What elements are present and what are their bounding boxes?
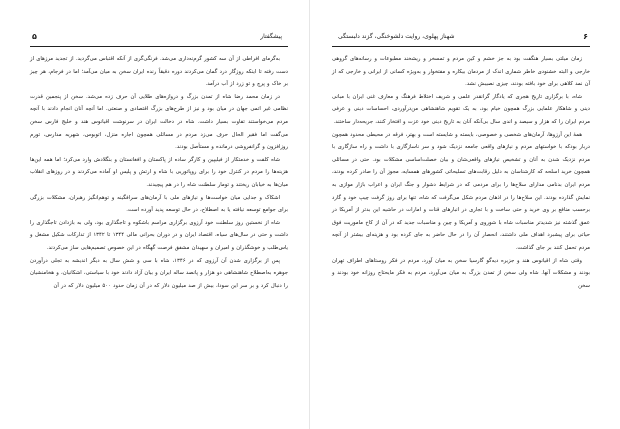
left-paragraph: پس از برگزاری شدن آن آرزوی که در ۱۳۴۶، شاه با سی و شش سال به دیگر اندیشه به تجلی درآوردن جوهره به‌اصطلاح شاهنشاهی دو هزار و پانصد ساله ایران و بیان آزاد دادند خود با سیاستی، اشکانیان، و هخامنشیان را دنبال کرد و بر سر این سودا، بیش از صد میلیون دلار که در آن زمان حدود ۵۰۰ میلیون دلار که در آن	[30, 257, 288, 289]
right-page-body	[332, 53, 590, 292]
left-page-header	[30, 30, 288, 44]
right-paragraph: وقتی شاه از اقیانوس هند و جزیره دیه‌گو گارسیا سخن به میان آورد، مردم در فکر روستاهای اطراف تهران بودند و مشکلات آنها. شاه ولی سخن از تمدن بزرگ به میان می‌آورد، مردم به فکر مایحتاج روزانه خود بودند و سخن	[332, 257, 590, 289]
left-paragraph: به‌گرمای افراطی از آن سه کشور گرم‌نه‌داری می‌شد. فرنگی‌گری از آنکه اقتباس می‌گردید. از تجدید مرزهای از دست رفته تا اینکه روزگار درد گمان می‌کردند دوره دقیقاً رنده ایران سخن به میان می‌آمد؛ اما در فرجام، هر چیز بر خاک و پرچ و تو زرد از آب درآمد.	[30, 56, 288, 88]
right-page-header	[332, 30, 590, 44]
right-running-head: شهناز پهلوی، روایت دلشوخنگی، گزند دلبستگی	[338, 33, 455, 40]
left-header-rule	[30, 46, 288, 47]
right-page-number: ۶	[583, 32, 588, 41]
left-paragraph: شاه کلفت و خدمتکار از فیلیپین و کارگر ساده از پاکستان و افغانستان و بنگلادش وارد می‌کرد؛ اما همه این‌ها هزینه‌ها را مردم در کنترل خود را برای روپاتوریی با شاه و ارتش و پلیس او آماده می‌کردند و در روزهای انقلاب میان‌ها به خیابان ریختند و تومار سلطنت شاه را در هم پیچیدند.	[30, 156, 288, 188]
left-running-head: پیشگفتار	[260, 33, 282, 40]
left-page-body	[30, 53, 288, 292]
right-header-rule	[332, 46, 590, 47]
left-paragraph: شاه از نخستین روز سلطنت خود آرزوی برگزاری مراسم باشکوه و تاجگذاری بود، ولی به بازدادن تاجگذاری را داشت و حتی در سال‌های سیاه، اقتصاد ایران و در دوران بحرانی مالی ۱۳۴۴ تا ۱۳۴۲ از تدارکات شکیل مشغل و یاس‌طلب و خوشگذران و امیران و سهیدان مشفق فرصت گهگاه در این خصوص تصمیم‌هایی ساز می‌کردند.	[30, 219, 289, 251]
right-paragraph: همهٔ این آرزوها، آرمان‌های شخصی و خصوصی، بایسته و شایسته است و بهتر، فرقه در محیطی محدود همچون دربار بودکه با خواستهای مردم و نیازهای واقعی جامعه نزدیک شود و سر ناسازگاری با داشت و راه سازگاری با مردم نزدیک شدن به آنان و تشخیص نیازهای واقعی‌شان و بیان خصلت‌اساسی مشکلات بود. حتی در مسائلی همچون خرید اسلحه که کارشناسان به دلیل رقابت‌های تسلیحاتی کشورهای همسایه، مجوز آن را صادر کرده بودند، مردم ایران بدنامی مدارای سلاح‌ها را برای مردمی که در شرایط دشوار و جنگ ایران و اعراب بازار موازی به نمایش گذارده بودند. این سلاح‌ها را در اذهان مردم شکل می‌گرفت که شاه، تنها برای روز گرفت چیپ خود و گارد برحسب منافع بر وی خرید و حتی ساخت و با تجاری در انبارهای قنات و امارات در حاشیه این بدتر از آمریکا در عمق گذشته نیز شدیدتر مناسبات شاه با شوروی و آمریکا و چین و مناسبات جدید که در آن از کاخ ماموریت فوق حیاتی برای پیشبرد اهداف ملی داشتند، انحصار آن را در حال حاضر به جای کرده بود و هزینه‌ای بیشتر از آنچه مردم تحمل کنند بر جای گذاشت.	[332, 131, 590, 251]
left-page-number: ۵	[32, 32, 37, 41]
right-paragraph: شاه، با برگزاری تاریخ هجری که یادگار گرانقدر علمی و شریف اختلاط فرهنگ و معارف غنی ایران با مبانی دینی و شاهکار علمایی بزرگ همچون خیام بود، به یک تقویم شاهنشاهی من‌درآوردی، احساسات دینی و عرفی مردم ایران را که هزار و سیصد و اندی سال بی‌آنکه آنان به تاریخ دینی خود عزت و افتخار کنند، جریحه‌دار ساختند.	[332, 93, 590, 125]
left-paragraph: در زمان محمد رضا شاه از تمدن بزرگ و دروازه‌های طلایی آن حرف زده می‌شد. سخن از پنجمین قدرت نظامی غیر اتمی جهان در میان بود و نیز از طرح‌های بزرگ اقتصادی و صنعتی. اما آنچه آنان انجام دادند با آنچه مردم می‌خواستند تفاوت بسیار داشت. شاه در دخالت ایران در سرنوشت اقیانوس هند و خلیج فارس سخن می‌گفت اما فقیر الحال حرف می‌زد مردم در مسائلی همچون اجاره منزل، اتوبوس، شهریه مدارس، تورم روزافزون و گرانفروشی درمانده و مستأصل بودند.	[30, 93, 288, 151]
right-paragraph: زمان میلتی بسیار هنگفت بود به جز خشم و کین مردم و تمسخر و ریشخند مطبوعات و رسانه‌های گروهی خارجی و البته خشنودی خاطر شماری اندک از مردمان بیکاره و مفتخوار و به‌ویژه کسانی از ایرانی و خارجی که از آن نمد کلاهی برای خود بافته بودند، چیزی نصیبش نشد.	[332, 56, 590, 88]
right-page	[310, 0, 620, 429]
left-paragraph: اشکاک و جدایی میان خواست‌ها و نیازهای ملی با آرمان‌های سرافگینه و توهم‌انگیز رهبران، مشکلات بزرگی برای جوامع توسعه نیافته یا به اصطلاح، در حال توسعه پدید آورده است.	[30, 194, 288, 214]
